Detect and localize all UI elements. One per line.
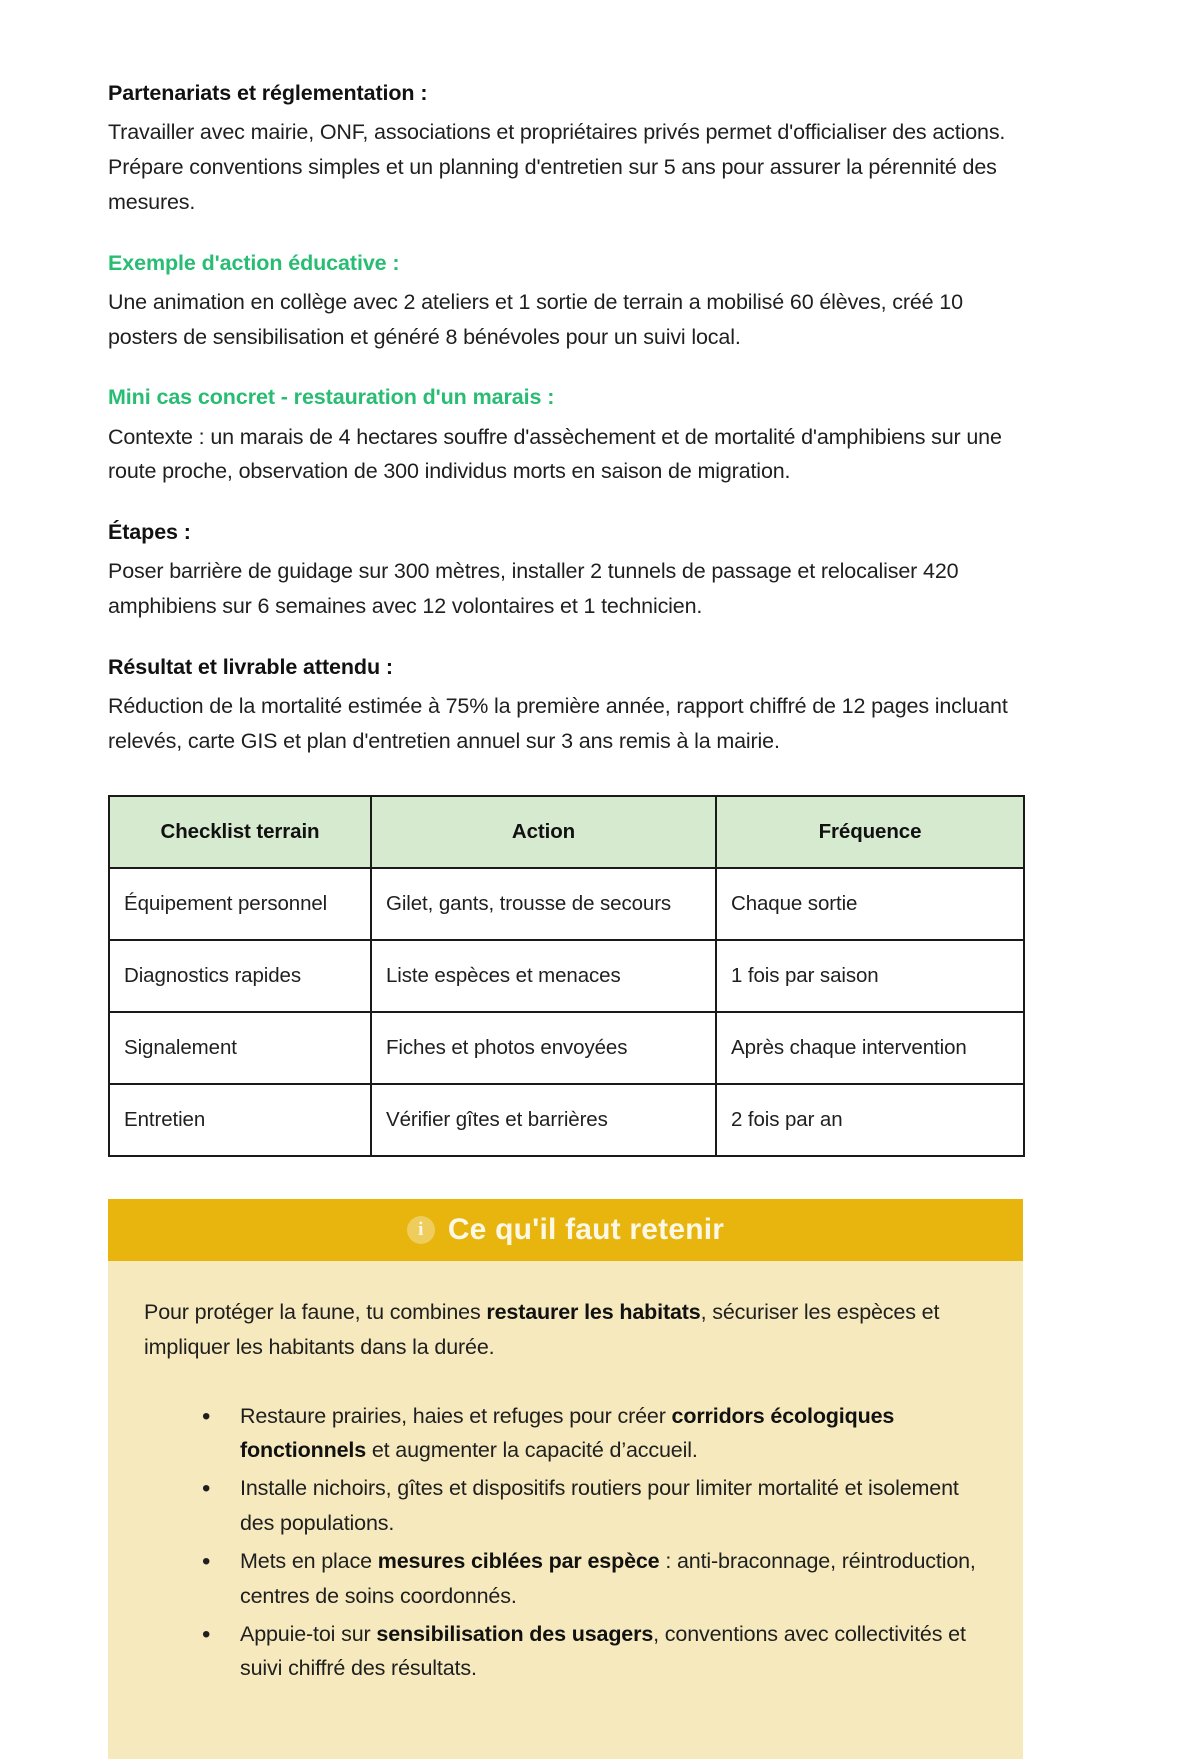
bullet-bold: mesures ciblées par espèce [377, 1548, 660, 1573]
bullet-part2: et augmenter la capacité d’accueil. [366, 1438, 698, 1463]
section-body: Poser barrière de guidage sur 300 mètres, installer 2 tunnels de passage et relocaliser 420 amphibiens sur 6 semaines avec 12 volontaires et 1 technicien. [108, 559, 959, 619]
checklist-table [108, 795, 1025, 1157]
table-cell: Signalement [109, 1012, 371, 1084]
list-item [236, 1617, 983, 1687]
list-item [236, 1471, 983, 1541]
section-body: Réduction de la mortalité estimée à 75% la première année, rapport chiffré de 12 pages incluant relevés, carte GIS et plan d'entretien annuel sur 3 ans remis à la mairie. [108, 694, 1008, 754]
table-cell: Chaque sortie [716, 868, 1024, 940]
section-heading: Partenariats et réglementation : [108, 81, 428, 105]
table-cell: Après chaque intervention [716, 1012, 1024, 1084]
table-column-header: Checklist terrain [109, 796, 371, 868]
section-body: Contexte : un marais de 4 hectares souffre d'assèchement et de mortalité d'amphibiens sur une route proche, observation de 300 individus morts en saison de migration. [108, 424, 1002, 484]
bullet-part2: , conventions avec collectivités et suivi chiffré des résultats. [240, 1621, 966, 1681]
bullet-bold: sensibilisation des usagers [376, 1621, 654, 1646]
section-resultat-livrable [108, 652, 1092, 759]
callout-bullet-list [144, 1399, 983, 1687]
table-cell: Fiches et photos envoyées [371, 1012, 716, 1084]
bullet-part1: Appuie-toi sur [240, 1621, 377, 1646]
table-column-header: Action [371, 796, 716, 868]
section-body: Travailler avec mairie, ONF, associations et propriétaires privés permet d'officialiser des actions. Prépare conventions simples et un planning d'entretien sur 5 ans pour assurer la pérennité des mesures. [108, 120, 1006, 214]
table-cell: Gilet, gants, trousse de secours [371, 868, 716, 940]
table-cell: Liste espèces et menaces [371, 940, 716, 1012]
callout-intro [144, 1295, 983, 1365]
callout-header [108, 1199, 1023, 1261]
section-body: Une animation en collège avec 2 ateliers et 1 sortie de terrain a mobilisé 60 élèves, créé 10 posters de sensibilisation et généré 8 bénévoles pour un suivi local. [108, 289, 963, 349]
callout-intro-bold: restaurer les habitats [486, 1299, 701, 1324]
bullet-part1: Installe nichoirs, gîtes et dispositifs routiers pour limiter mortalité et isolement des populations. [240, 1476, 959, 1536]
table-row [109, 940, 1024, 1012]
callout-intro-part2: , sécuriser les espèces et impliquer les habitants dans la durée. [144, 1299, 940, 1359]
bullet-part1: Restaure prairies, haies et refuges pour créer [240, 1403, 672, 1428]
key-takeaway-callout [108, 1199, 1023, 1759]
section-heading: Mini cas concret - restauration d'un marais : [108, 385, 555, 410]
callout-intro-part1: Pour protéger la faune, tu combines [144, 1299, 487, 1324]
bullet-part1: Mets en place [240, 1548, 378, 1573]
section-heading: Exemple d'action éducative : [108, 250, 400, 275]
callout-body [108, 1261, 1023, 1759]
section-exemple-action-educative [108, 248, 1092, 355]
table-cell: 1 fois par saison [716, 940, 1024, 1012]
table-cell: Diagnostics rapides [109, 940, 371, 1012]
table-row [109, 1084, 1024, 1156]
table-cell: Équipement personnel [109, 868, 371, 940]
section-heading: Étapes : [108, 520, 191, 545]
info-icon: i [407, 1216, 435, 1244]
callout-title: Ce qu'il faut retenir [447, 1212, 725, 1246]
list-item [236, 1544, 983, 1614]
list-item [236, 1399, 983, 1469]
table-cell: Entretien [109, 1084, 371, 1156]
table-row [109, 868, 1024, 940]
section-mini-cas-concret [108, 382, 1092, 489]
bullet-part2: : anti-braconnage, réintroduction, centres de soins coordonnés. [240, 1548, 976, 1608]
bullet-bold: corridors écologiques fonctionnels [240, 1403, 895, 1463]
section-heading: Résultat et livrable attendu : [108, 655, 393, 680]
table-row [109, 1012, 1024, 1084]
table-cell: 2 fois par an [716, 1084, 1024, 1156]
table-header-row [109, 796, 1024, 868]
section-etapes [108, 517, 1092, 624]
table-column-header: Fréquence [716, 796, 1024, 868]
section-partenariats [108, 78, 1092, 220]
table-cell: Vérifier gîtes et barrières [371, 1084, 716, 1156]
